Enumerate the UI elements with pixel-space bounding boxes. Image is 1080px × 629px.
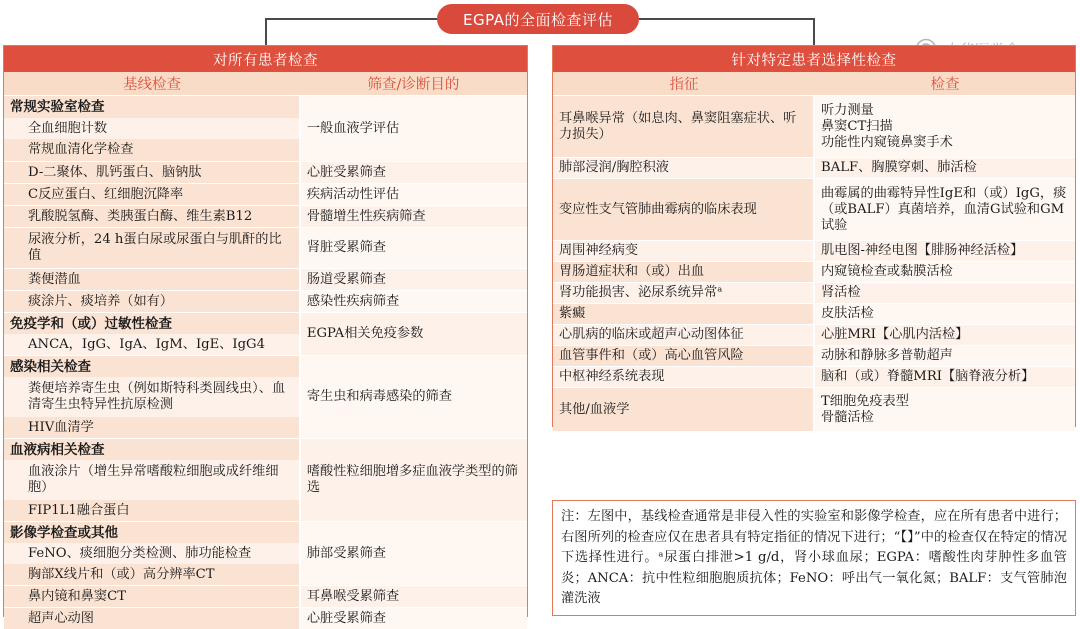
all-patients-panel bbox=[3, 45, 528, 626]
baseline-group-row bbox=[4, 95, 527, 161]
selective-test: 内窥镜检查或黏膜活检 bbox=[821, 264, 953, 279]
screening-purpose: 一般血液学评估 bbox=[301, 96, 527, 161]
selective-row bbox=[553, 282, 1075, 303]
baseline-test: FeNO、痰细胞分类检测、肺功能检查 bbox=[4, 543, 299, 564]
selective-row bbox=[553, 157, 1075, 178]
indication: 血管事件和（或）高心血管风险 bbox=[553, 346, 815, 366]
connector-left-h bbox=[265, 18, 437, 20]
selective-row bbox=[553, 303, 1075, 324]
footnote: 注：左图中，基线检查通常是非侵入性的实验室和影像学检查，应在所有患者中进行；右图所列的检查应仅在患者具有特定指征的情况下进行；“【】”中的检查仅在特定的情况下选择性进行。ᵃ尿蛋白排泄>1 g/d，肾小球血尿；EGPA：嗜酸性肉芽肿性多血管炎；ANCA：抗中性粒细胞胞质抗体；FeNO：呼出气一氧化氮；BALF：支气管肺泡灌洗液 bbox=[552, 500, 1076, 616]
category-heading: 常规实验室检查 bbox=[4, 96, 299, 118]
col-header-tests: 检查 bbox=[815, 72, 1075, 95]
baseline-test: ANCA，IgG、IgA、IgM、IgE、IgG4 bbox=[4, 334, 299, 355]
screening-purpose: 骨髓增生性疾病筛查 bbox=[301, 206, 527, 227]
baseline-test: C反应蛋白、红细胞沉降率 bbox=[4, 184, 299, 205]
baseline-group-row bbox=[4, 438, 527, 521]
indication: 中枢神经系统表现 bbox=[553, 367, 815, 387]
baseline-group-row bbox=[4, 355, 527, 438]
baseline-test: FIP1L1融合蛋白 bbox=[4, 500, 299, 521]
baseline-test: 超声心动图 bbox=[4, 608, 299, 629]
baseline-test: 全血细胞计数 bbox=[4, 118, 299, 139]
selective-row bbox=[553, 387, 1075, 431]
screening-purpose: 心脏受累筛查 bbox=[301, 162, 527, 183]
screening-purpose: 肺部受累筛查 bbox=[301, 522, 527, 585]
connector-right-v bbox=[813, 18, 815, 45]
selective-row bbox=[553, 345, 1075, 366]
baseline-test: 鼻内镜和鼻窦CT bbox=[4, 586, 299, 607]
category-heading: 血液病相关检查 bbox=[4, 439, 299, 460]
baseline-group-row bbox=[4, 290, 527, 312]
selective-test: BALF、胸膜穿刺、肺活检 bbox=[821, 160, 977, 175]
selective-test: 鼻窦CT扫描 bbox=[821, 118, 893, 134]
baseline-group-row bbox=[4, 268, 527, 290]
baseline-table bbox=[4, 95, 527, 629]
selective-test: 肌电图-神经电图【腓肠神经活检】 bbox=[821, 243, 1024, 258]
indication: 耳鼻喉异常（如息肉、鼻窦阻塞症状、听力损失） bbox=[553, 96, 815, 157]
category-heading: 免疫学和（或）过敏性检查 bbox=[4, 313, 299, 334]
baseline-test: D-二聚体、肌钙蛋白、脑钠肽 bbox=[4, 162, 299, 183]
indication: 周围神经病变 bbox=[553, 241, 815, 261]
col-header-indication: 指征 bbox=[553, 72, 817, 95]
indication: 紫癜 bbox=[553, 304, 815, 324]
screening-purpose: 肾脏受累筛查 bbox=[301, 228, 527, 268]
selective-title: 针对特定患者选择性检查 bbox=[553, 46, 1075, 72]
indication: 心肌病的临床或超声心动图体征 bbox=[553, 325, 815, 345]
category-heading: 感染相关检查 bbox=[4, 356, 299, 377]
connector-right-h bbox=[639, 18, 815, 20]
selective-row bbox=[553, 240, 1075, 261]
baseline-test: 乳酸脱氢酶、类胰蛋白酶、维生素B12 bbox=[4, 206, 299, 227]
selective-test: 骨髓活检 bbox=[821, 409, 874, 425]
indication: 其他/血液学 bbox=[553, 388, 815, 431]
screening-purpose: 疾病活动性评估 bbox=[301, 184, 527, 205]
baseline-test: 常规血清化学检查 bbox=[4, 139, 299, 161]
baseline-test: 痰涂片、痰培养（如有） bbox=[4, 291, 299, 312]
selective-test: 心脏MRI【心肌内活检】 bbox=[821, 327, 969, 342]
category-heading: 影像学检查或其他 bbox=[4, 522, 299, 543]
all-patients-title: 对所有患者检查 bbox=[4, 46, 527, 72]
selective-test: 脑和（或）脊髓MRI【脑脊液分析】 bbox=[821, 369, 1035, 384]
baseline-test: 血液涂片（增生异常嗜酸粒细胞或成纤维细胞） bbox=[4, 460, 299, 500]
baseline-group-row bbox=[4, 607, 527, 629]
selective-test: 皮肤活检 bbox=[821, 306, 874, 321]
screening-purpose: EGPA相关免疫参数 bbox=[301, 313, 527, 355]
baseline-group-row bbox=[4, 227, 527, 268]
baseline-test: 尿液分析，24 h蛋白尿或尿蛋白与肌酐的比值 bbox=[4, 228, 299, 268]
baseline-group-row bbox=[4, 521, 527, 585]
screening-purpose: 肠道受累筛查 bbox=[301, 269, 527, 290]
screening-purpose: 嗜酸性粒细胞增多症血液学类型的筛选 bbox=[301, 439, 527, 521]
selective-table bbox=[553, 95, 1075, 431]
baseline-group-row bbox=[4, 312, 527, 355]
indication: 肾功能损害、泌尿系统异常ᵃ bbox=[553, 283, 815, 303]
indication: 变应性支气管肺曲霉病的临床表现 bbox=[553, 179, 815, 240]
selective-row bbox=[553, 178, 1075, 240]
selective-row bbox=[553, 95, 1075, 157]
selective-row bbox=[553, 366, 1075, 387]
screening-purpose: 寄生虫和病毒感染的筛查 bbox=[301, 356, 527, 438]
baseline-test: 粪便潜血 bbox=[4, 269, 299, 290]
selective-test: T细胞免疫表型 bbox=[821, 393, 909, 409]
col-header-baseline: 基线检查 bbox=[4, 72, 302, 95]
baseline-test: 粪便培养寄生虫（例如斯特科类圆线虫）、血清寄生虫特异性抗原检测 bbox=[4, 377, 299, 417]
screening-purpose: 心脏受累筛查 bbox=[301, 608, 527, 629]
selective-panel bbox=[552, 45, 1076, 427]
selective-row bbox=[553, 261, 1075, 282]
selective-test: 肾活检 bbox=[821, 285, 861, 300]
baseline-group-row bbox=[4, 585, 527, 607]
baseline-group-row bbox=[4, 161, 527, 183]
selective-test: 听力测量 bbox=[821, 102, 874, 118]
baseline-test: HIV血清学 bbox=[4, 417, 299, 438]
indication: 胃肠道症状和（或）出血 bbox=[553, 262, 815, 282]
selective-test: 功能性内窥镜鼻窦手术 bbox=[821, 134, 953, 150]
indication: 肺部浸润/胸腔积液 bbox=[553, 158, 815, 178]
selective-row bbox=[553, 324, 1075, 345]
baseline-group-row bbox=[4, 205, 527, 227]
diagram-title: EGPA的全面检查评估 bbox=[437, 4, 639, 34]
baseline-group-row bbox=[4, 183, 527, 205]
selective-test: 曲霉属的曲霉特异性IgE和（或）IgG，痰（或BALF）真菌培养，血清G试验和GM试验 bbox=[821, 185, 1067, 233]
baseline-test: 胸部X线片和（或）高分辨率CT bbox=[4, 564, 299, 585]
col-header-purpose: 筛查/诊断目的 bbox=[300, 72, 527, 95]
screening-purpose: 感染性疾病筛查 bbox=[301, 291, 527, 312]
screening-purpose: 耳鼻喉受累筛查 bbox=[301, 586, 527, 607]
selective-test: 动脉和静脉多普勒超声 bbox=[821, 348, 953, 363]
connector-left-v bbox=[265, 18, 267, 45]
